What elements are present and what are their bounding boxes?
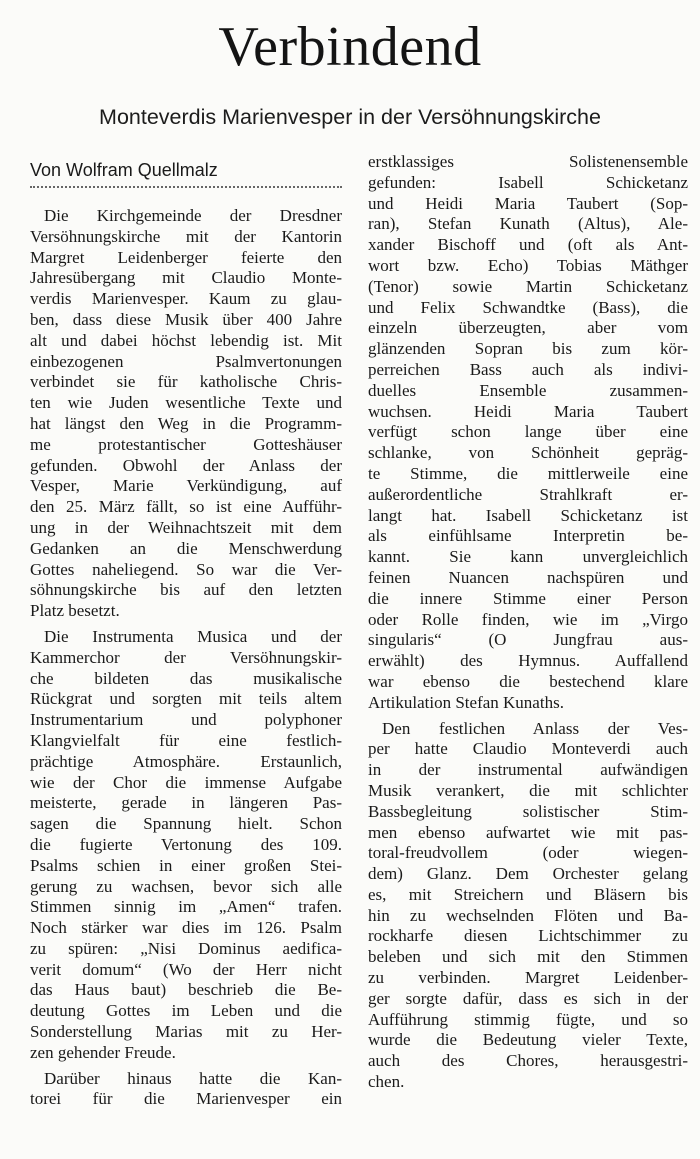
paragraph [30,627,342,1064]
text-line: verit domum“ (Wo der Herr nicht [30,959,342,979]
text-line: und Felix Schwandtke (Bass), die [368,297,688,317]
text-line: zu verbinden. Margret Leidenber- [368,968,688,988]
text-line: erstklassiges Solistenensemble [368,152,688,171]
text-line: Die Instrumenta Musica und der [44,626,342,646]
text-line: außerordentliche Strahlkraft er- [368,484,688,504]
text-line: deutung Gottes im Leben und die [30,1001,342,1021]
text-line: Darüber hinaus hatte die Kan- [44,1068,342,1088]
text-line: den 25. März fällt, so ist eine Aufführ- [30,497,342,517]
text-line: Sonderstellung Marias mit zu Her- [30,1022,342,1042]
text-line: sagen die Spannung hielt. Schon [30,814,342,834]
article-column-left [30,206,342,1110]
text-line: einbezogenen Psalmvertonungen [30,351,342,371]
text-line: söhnungskirche bis auf den letzten [30,580,342,600]
text-line: meisterte, gerade in längeren Pas- [30,793,342,813]
text-line: Platz besetzt. [30,601,120,621]
text-line: torei für die Marienvesper ein [30,1089,342,1109]
text-line: hat längst den Weg in die Programm- [30,413,342,433]
text-line: kannt. Sie kann unvergleichlich [368,547,688,567]
text-line: es, mit Streichern und Bläsern bis [368,884,688,904]
paragraph [368,719,688,1093]
text-line: Gottes naheliegend. So war die Ver- [30,559,342,579]
text-line: ger sorgte dafür, dass es sich in der [368,988,688,1008]
text-line: Die Kirchgemeinde der Dresdner [44,206,342,225]
text-line: alt und dabei höchst lebendig ist. Mit [30,330,342,350]
text-line: beleben und sich mit den Stimmen [368,947,688,967]
text-line: Rückgrat und sorgten mit teils altem [30,689,342,709]
text-line: Gedanken an die Menschwerdung [30,538,342,558]
text-line: toral-freudvollem (oder wiegen- [368,843,688,863]
text-line: dem) Glanz. Dem Orchester gelang [368,864,688,884]
byline: Von Wolfram Quellmalz [30,160,218,180]
text-line: oder Rolle finden, wie im „Virgo [368,609,688,629]
text-line: einzeln überzeugten, aber vom [368,318,688,338]
text-line: auch des Chores, herausgestri- [368,1051,688,1071]
text-line: die fugierte Vertonung des 109. [30,834,342,854]
text-line: Noch stärker war dies im 126. Psalm [30,918,342,938]
text-line: wuchsen. Heidi Maria Taubert [368,401,688,421]
text-line: (Tenor) sowie Martin Schicketanz [368,276,688,296]
paragraph [368,152,688,714]
text-line: das Haus baut) beschrieb die Be- [30,980,342,1000]
text-line: per hatte Claudio Monteverdi auch [368,739,688,759]
byline-dotted-rule [30,186,342,188]
text-line: Aufführung stimmig fügte, und so [368,1009,688,1029]
text-line: duelles Ensemble zusammen- [368,380,688,400]
text-line: schlanke, von Schönheit gepräg- [368,443,688,463]
text-line: wort bzw. Echo) Tobias Mäthger [368,255,688,275]
text-line: ten wie Juden wesentliche Texte und [30,393,342,413]
text-line: Vesper, Marie Verkündigung, auf [30,476,342,496]
text-line: verdis Marienvesper. Kaum zu glau- [30,289,342,309]
text-line: ung in der Weihnachtszeit mit dem [30,517,342,537]
text-line: men ebenso aufwartet wie mit pas- [368,822,688,842]
text-line: te Stimme, die mittlerweile eine [368,463,688,483]
text-line: in der instrumental aufwändigen [368,760,688,780]
text-line: wurde die Bedeutung vieler Texte, [368,1030,688,1050]
headline: Verbindend [218,16,482,78]
text-line: Margret Leidenberger feierte den [30,247,342,267]
text-line: perreichen Bass auch als indivi- [368,359,688,379]
text-line: ben, dass diese Musik über 400 Jahre [30,309,342,329]
text-line: gerung zu wachsen, bevor sich alle [30,876,342,896]
text-line: singularis“ (O Jungfrau aus- [368,630,688,650]
text-line: xander Bischoff und (oft als Ant- [368,235,688,255]
article-column-right [368,152,688,1093]
text-line: langt hat. Isabell Schicketanz ist [368,505,688,525]
paragraph [30,1069,342,1111]
text-line: glänzenden Sopran bis zum kör- [368,339,688,359]
text-line: und Heidi Maria Taubert (Sop- [368,193,688,213]
text-line: hin zu wechselnden Flöten und Ba- [368,905,688,925]
text-line: che bildeten das musikalische [30,668,342,688]
text-line: verfügt schon lange über eine [368,422,688,442]
text-line: Jahresübergang mit Claudio Monte- [30,268,342,288]
subheadline: Monteverdis Marienvesper in der Versöhnungskirche [99,105,601,129]
text-line: Psalms schien in einer großen Stei- [30,855,342,875]
text-line: Klangvielfalt für eine festlich- [30,730,342,750]
text-line: Instrumentarium und polyphoner [30,710,342,730]
text-line: Artikulation Stefan Kunaths. [368,692,564,712]
text-line: me protestantischer Gotteshäuser [30,434,342,454]
text-line: rockharfe diesen Lichtschimmer zu [368,926,688,946]
text-line: ran), Stefan Kunath (Altus), Ale- [368,214,688,234]
text-line: Stimmen sinnig im „Amen“ trafen. [30,897,342,917]
text-line: war ebenso die bestechend klare [368,671,688,691]
text-line: erwählt) des Hymnus. Auffallend [368,651,688,671]
text-line: Den festlichen Anlass der Ves- [382,718,688,738]
paragraph [30,206,342,622]
text-line: zu spüren: „Nisi Dominus aedifica- [30,938,342,958]
text-line: wie der Chor die immense Aufgabe [30,772,342,792]
text-line: Versöhnungskirche mit der Kantorin [30,226,342,246]
text-line: Kammerchor der Versöhnungskir- [30,647,342,667]
text-line: feinen Nuancen nachspüren und [368,567,688,587]
text-line: chen. [368,1072,405,1092]
text-line: Musik verankert, die mit schlichter [368,780,688,800]
text-line: als einfühlsame Interpretin be- [368,526,688,546]
text-line: Bassbegleitung solistischer Stim- [368,801,688,821]
text-line: gefunden. Obwohl der Anlass der [30,455,342,475]
text-line: gefunden: Isabell Schicketanz [368,172,688,192]
text-line: zen gehender Freude. [30,1042,176,1062]
text-line: die innere Stimme einer Person [368,588,688,608]
text-line: prächtige Atmosphäre. Erstaunlich, [30,751,342,771]
text-line: verbindet sie für katholische Chris- [30,372,342,392]
